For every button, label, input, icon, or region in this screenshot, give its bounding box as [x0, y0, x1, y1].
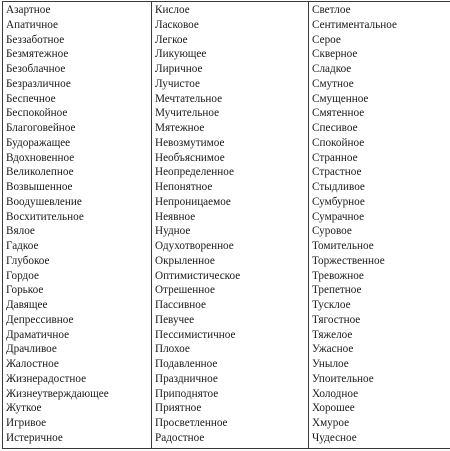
word-item: Упоительное	[312, 372, 374, 385]
word-item: Светлое	[312, 4, 351, 16]
word-item: Ласковое	[155, 18, 199, 31]
word-item: Трепетное	[312, 284, 362, 297]
word-item: Непроницаемое	[155, 195, 231, 208]
word-item: Драчливое	[6, 343, 57, 356]
word-item: Суровое	[312, 225, 352, 238]
word-item: Истеричное	[6, 431, 63, 444]
word-item: Нудное	[155, 225, 191, 238]
word-item: Сумбурное	[312, 195, 365, 208]
word-item: Неявное	[155, 210, 196, 223]
word-item: Жизнерадостное	[6, 372, 87, 385]
word-item: Торжественное	[312, 254, 385, 267]
word-item: Хорошее	[312, 402, 355, 415]
word-item: Унылое	[312, 358, 349, 370]
word-item: Гордое	[6, 269, 39, 282]
word-item: Сладкое	[312, 63, 352, 75]
word-item: Восхитительное	[6, 210, 84, 223]
word-item: Непонятное	[155, 181, 213, 193]
word-list	[155, 3, 308, 446]
word-item: Благоговейное	[6, 122, 76, 134]
word-item: Необъяснимое	[155, 151, 225, 164]
word-item: Певучее	[155, 313, 195, 326]
word-item: Тусклое	[312, 299, 351, 311]
word-item: Смятенное	[312, 107, 365, 120]
word-item: Пассивное	[155, 299, 206, 311]
word-item: Приподнятое	[155, 387, 219, 400]
word-item: Неопределенное	[155, 166, 234, 179]
word-item: Мечтательное	[155, 92, 223, 105]
word-item: Мятежное	[155, 122, 205, 134]
word-item: Жизнеутверждающее	[6, 387, 109, 400]
word-column-2	[152, 2, 309, 449]
word-item: Страстное	[312, 166, 362, 179]
word-item: Подавленное	[155, 358, 218, 370]
word-column-1	[3, 2, 152, 449]
word-item: Пессимистичное	[155, 328, 236, 341]
word-item: Вдохновенное	[6, 151, 75, 164]
word-list	[6, 3, 151, 446]
word-item: Хмурое	[312, 417, 350, 429]
word-item: Отрешенное	[155, 284, 215, 297]
word-item: Лучистое	[155, 77, 200, 90]
word-item: Воодушевление	[6, 195, 82, 208]
word-item: Оптимистическое	[155, 269, 241, 282]
word-item: Возвышенное	[6, 181, 73, 193]
word-item: Горькое	[6, 284, 44, 297]
word-item: Спесивое	[312, 122, 358, 134]
word-item: Тягостное	[312, 313, 361, 326]
word-item: Тревожное	[312, 269, 364, 282]
word-item: Азартное	[6, 4, 51, 16]
word-item: Апатичное	[6, 18, 58, 31]
word-item: Лиричное	[155, 63, 203, 75]
word-item: Одухотворенное	[155, 240, 234, 252]
word-item: Радостное	[155, 431, 205, 444]
word-item: Томительное	[312, 240, 374, 252]
word-item: Скверное	[312, 48, 358, 61]
word-item: Смутное	[312, 77, 354, 90]
word-item: Жуткое	[6, 402, 42, 415]
word-item: Приятное	[155, 402, 202, 415]
word-item: Безразличное	[6, 77, 71, 90]
word-item: Просветленное	[155, 417, 228, 429]
word-item: Серое	[312, 33, 341, 46]
word-item: Ужасное	[312, 343, 354, 356]
word-item: Сентиментальное	[312, 18, 397, 31]
word-item: Гадкое	[6, 240, 39, 252]
word-item: Кислое	[155, 4, 190, 16]
word-item: Глубокое	[6, 254, 50, 267]
word-item: Жалостное	[6, 358, 59, 370]
word-item: Странное	[312, 151, 358, 164]
table-row	[3, 2, 450, 449]
mood-words-table	[2, 1, 450, 449]
word-column-3	[309, 2, 450, 449]
word-item: Игривое	[6, 417, 47, 429]
word-item: Безоблачное	[6, 63, 66, 75]
word-item: Стыдливое	[312, 181, 365, 193]
word-item: Сумрачное	[312, 210, 365, 223]
word-item: Депрессивное	[6, 313, 74, 326]
word-item: Драматичное	[6, 328, 70, 341]
word-item: Будоражащее	[6, 136, 71, 149]
word-item: Плохое	[155, 343, 190, 356]
word-item: Праздничное	[155, 372, 218, 385]
word-item: Безмятежное	[6, 48, 69, 61]
word-item: Чудесное	[312, 431, 357, 444]
word-item: Давящее	[6, 299, 48, 311]
word-item: Мучительное	[155, 107, 220, 120]
word-item: Беспокойное	[6, 107, 68, 120]
word-list	[312, 3, 450, 446]
word-item: Вялое	[6, 225, 35, 238]
word-item: Великолепное	[6, 166, 74, 179]
word-item: Тяжелое	[312, 328, 353, 341]
word-item: Спокойное	[312, 136, 365, 149]
word-item: Ликующее	[155, 48, 207, 61]
word-item: Окрыленное	[155, 254, 215, 267]
word-item: Холодное	[312, 387, 359, 400]
word-item: Легкое	[155, 33, 188, 46]
word-item: Беззаботное	[6, 33, 65, 46]
word-item: Беспечное	[6, 92, 56, 105]
word-item: Невозмутимое	[155, 136, 225, 149]
word-item: Смущенное	[312, 92, 369, 105]
